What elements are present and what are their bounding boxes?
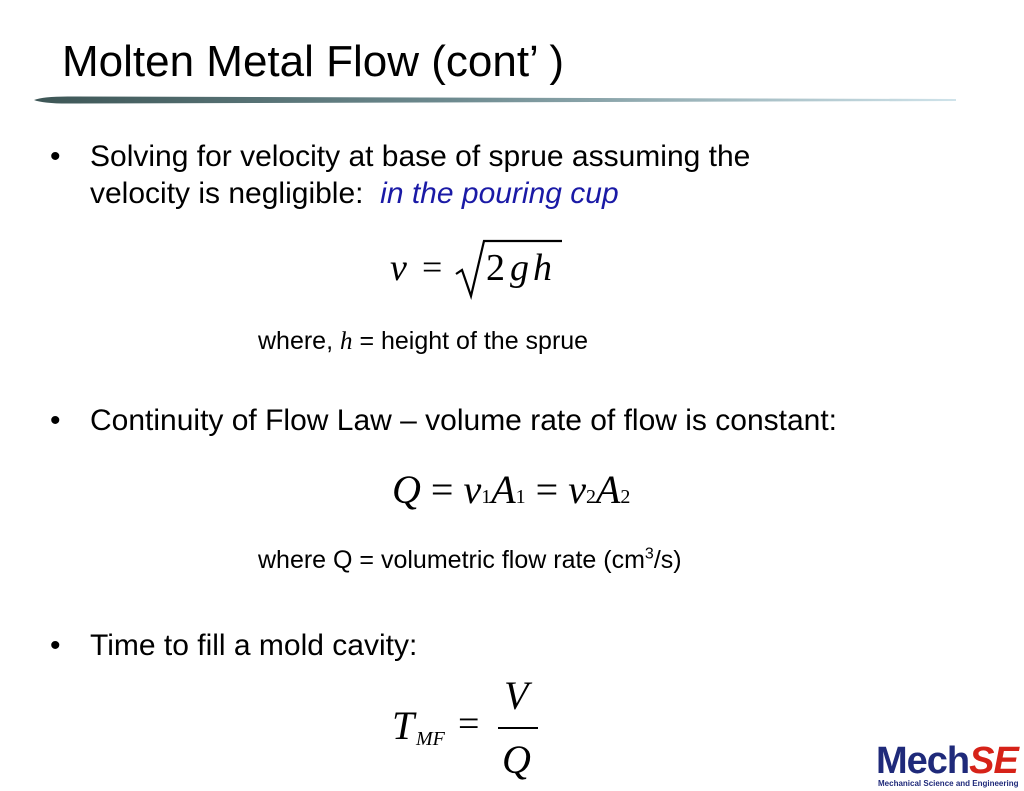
- bullet-text-line1: Solving for velocity at base of sprue assuming the: [90, 140, 751, 173]
- note-sprue: [258, 326, 588, 357]
- bullet-marker: •: [50, 629, 61, 662]
- note-prefix: where,: [258, 327, 334, 355]
- equation-continuity: [392, 466, 630, 521]
- fraction-bar: [498, 727, 538, 729]
- note-flow-rate: [258, 545, 682, 575]
- eq-subscript-2: 2: [585, 486, 596, 508]
- eq-h: h: [533, 247, 552, 289]
- bullet-text: Continuity of Flow Law – volume rate of flow is constant:: [90, 404, 838, 437]
- note-var-h: h: [340, 328, 353, 355]
- logo-wordmark: [876, 739, 1018, 783]
- eq-numerator-V: V: [504, 673, 529, 718]
- title-underline: [34, 96, 956, 104]
- equation-velocity: [388, 238, 568, 300]
- note-flow-suffix: /s): [653, 546, 682, 574]
- eq-A-symbol: A: [491, 467, 516, 512]
- eq-subscript-MF: MF: [416, 728, 445, 750]
- logo-part-mech: Mech: [876, 740, 970, 782]
- eq-denominator-Q: Q: [502, 737, 531, 782]
- eq-A2: [596, 467, 630, 512]
- eq-equals: =: [535, 467, 559, 512]
- note-flow-prefix: where Q = volumetric flow rate (cm: [258, 546, 645, 574]
- eq-g: g: [510, 247, 529, 289]
- bullet-text-prefix: velocity is negligible:: [90, 177, 364, 210]
- eq-v: v: [390, 247, 407, 289]
- eq-equals: =: [458, 703, 480, 745]
- eq-subscript-1: 1: [515, 486, 526, 508]
- eq-A1: [491, 467, 525, 512]
- eq-T: T: [392, 703, 415, 748]
- eq-two: 2: [486, 247, 505, 289]
- eq-subscript-1: 1: [481, 486, 492, 508]
- bullet-text-line2: [90, 176, 619, 212]
- bullet-marker: •: [50, 140, 61, 173]
- eq-v-symbol: v: [568, 467, 586, 512]
- eq-A-symbol: A: [595, 467, 621, 512]
- bullet-text: Time to fill a mold cavity:: [90, 629, 418, 662]
- eq-subscript-2: 2: [620, 486, 631, 508]
- bullet-marker: •: [50, 404, 61, 437]
- eq-equals: =: [422, 247, 443, 287]
- equation-fill-time: [392, 672, 562, 788]
- slide-title: Molten Metal Flow (cont’ ): [62, 37, 565, 86]
- note-flow-exponent: 3: [644, 545, 654, 563]
- eq-equals: =: [430, 467, 454, 512]
- eq-v1: [463, 467, 491, 512]
- eq-Q: Q: [392, 467, 421, 512]
- note-rest: = height of the sprue: [359, 327, 589, 355]
- mechse-logo: [876, 740, 1024, 791]
- eq-v-symbol: v: [463, 467, 482, 512]
- logo-part-se: SE: [969, 740, 1018, 782]
- logo-subtitle: Mechanical Science and Engineering: [878, 779, 1019, 788]
- eq-v2: [568, 467, 596, 512]
- bullet-accent-text: in the pouring cup: [380, 177, 619, 210]
